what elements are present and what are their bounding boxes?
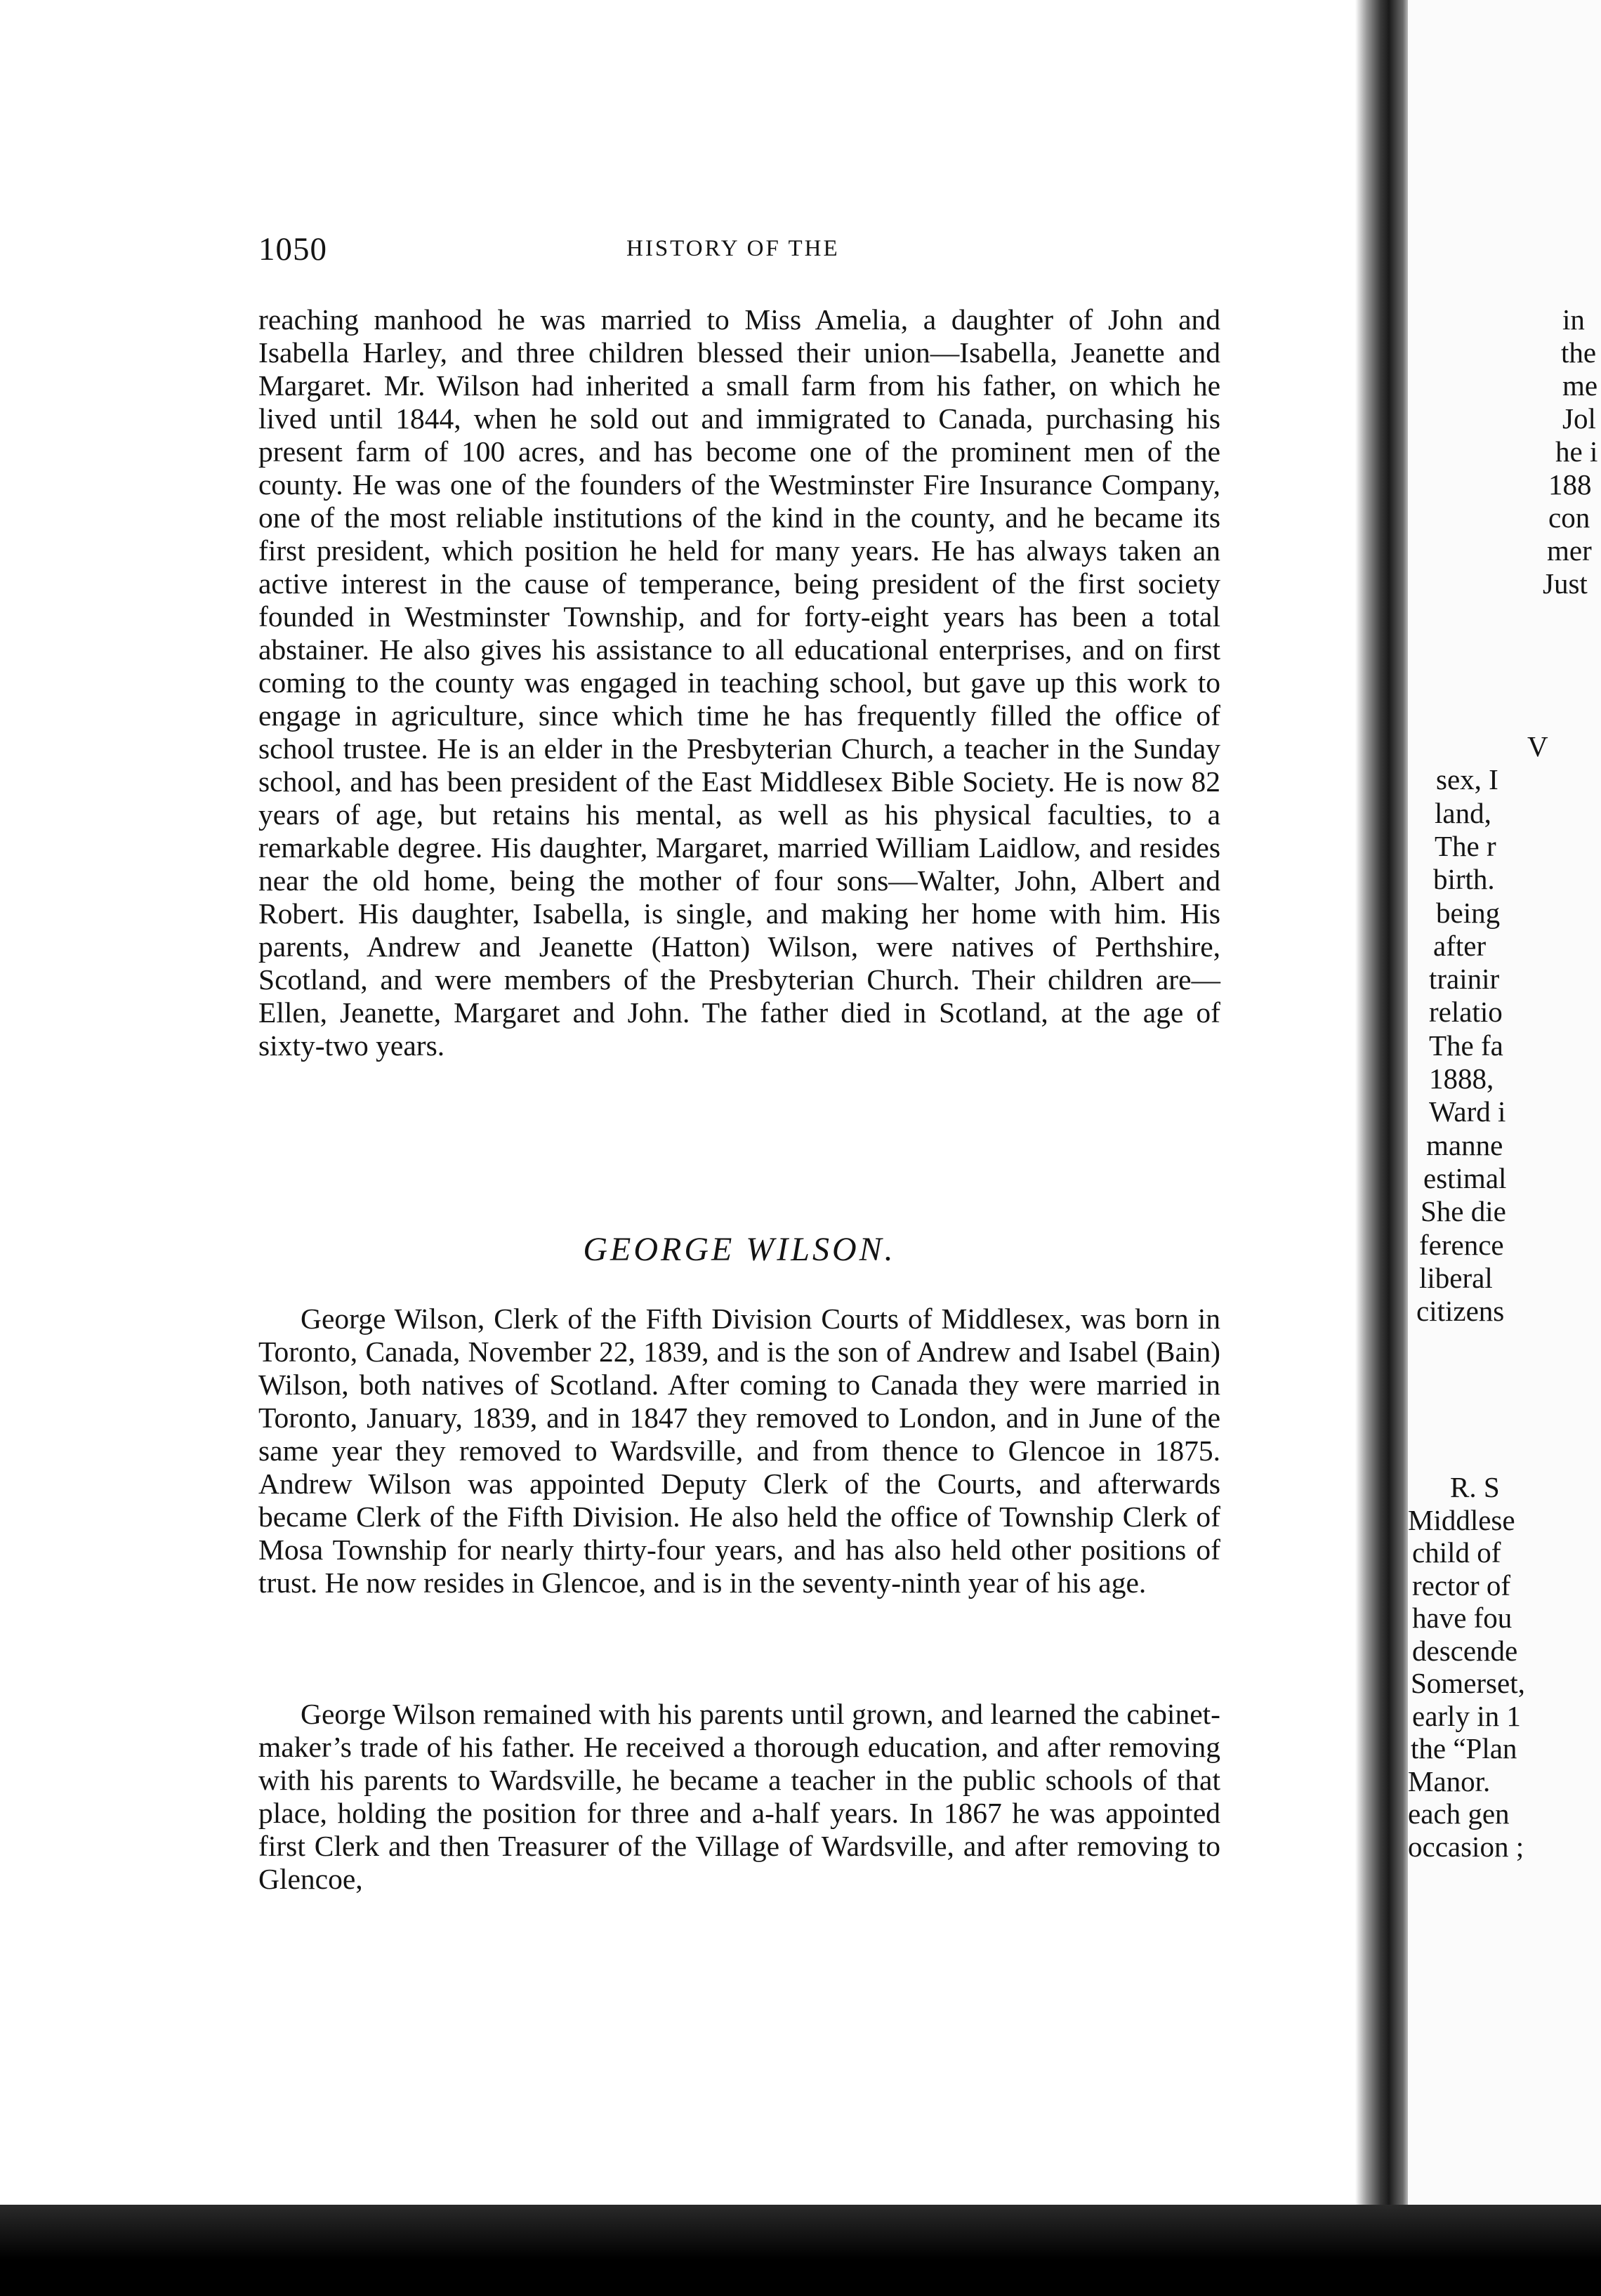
right-page-edge bbox=[1408, 0, 1601, 2205]
right-page-fragment-line: being bbox=[1436, 897, 1501, 929]
book-gutter-shadow bbox=[1355, 0, 1411, 2205]
right-page-fragment-line: 1888, bbox=[1429, 1062, 1494, 1095]
right-page-fragment-line: rector of bbox=[1412, 1569, 1510, 1602]
running-head bbox=[258, 230, 1220, 279]
paragraph-continued: reaching manhood he was married to Miss Amelia, a daughter of John and Isabella Harley, and three children blessed their union—Isabella, Jeanette and Margaret. Mr. Wilson had inherited a small farm from his father, on which he lived until 1844, when he sold out and immigrated to Canada, purchasing his present farm of 100 acres, and has become one of the prominent men of the county. He was one of the founders of the Westminster Fire Insurance Company, one of the most reliable institutions of the kind in the county, and he became its first president, which position he held for many years. He has always taken an active interest in the cause of temperance, being president of the first society founded in Westminster Township, and for forty-eight years has been a total abstainer. He also gives his assistance to all educational enterprises, and on first coming to the county was engaged in teaching school, but gave up this work to engage in agriculture, since which time he has frequently filled the office of school trustee. He is an elder in the Presbyterian Church, a teacher in the Sunday school, and has been president of the East Middlesex Bible Society. He is now 82 years of age, but retains his mental, as well as his physical faculties, to a remarkable degree. His daughter, Margaret, married William Laidlow, and resides near the old home, being the mother of four sons—Walter, John, Albert and Robert. His daughter, Isabella, is single, and making her home with him. His parents, Andrew and Jeanette (Hatton) Wilson, were natives of Perthshire, Scotland, and were members of the Presbyterian Church. Their children are—Ellen, Jeanette, Margaret and John. The father died in Scotland, at the age of sixty-two years. bbox=[258, 303, 1220, 1062]
right-page-fragment-line: trainir bbox=[1429, 963, 1500, 995]
right-page-fragment-line: estimal bbox=[1423, 1162, 1507, 1194]
page-number: 1050 bbox=[258, 231, 327, 268]
right-page-fragment-line: each gen bbox=[1408, 1797, 1510, 1830]
right-page-fragment-line: She die bbox=[1421, 1195, 1506, 1227]
right-page-fragments bbox=[1408, 0, 1601, 2205]
right-page-fragment-line: liberal bbox=[1419, 1262, 1493, 1294]
right-page-fragment-line: Ward i bbox=[1429, 1095, 1506, 1128]
right-page-fragment-line: Middlese bbox=[1408, 1504, 1515, 1536]
right-page-fragment-line: citizens bbox=[1416, 1295, 1505, 1327]
bottom-edge-shadow bbox=[0, 2205, 1601, 2296]
right-page-fragment-line: Somerset, bbox=[1411, 1667, 1525, 1699]
right-page-fragment-line: the bbox=[1561, 336, 1597, 369]
right-page-fragment-line: descende bbox=[1412, 1635, 1518, 1667]
right-page-fragment-line: birth. bbox=[1433, 863, 1495, 895]
right-page-fragment-line: V bbox=[1527, 730, 1548, 763]
right-page-fragment-line: Manor. bbox=[1408, 1765, 1491, 1797]
right-page-fragment-line: ference bbox=[1419, 1229, 1504, 1261]
right-page-fragment-line: child of bbox=[1412, 1536, 1501, 1569]
running-title: HISTORY OF THE bbox=[626, 236, 840, 261]
section-heading: GEORGE WILSON. bbox=[583, 1231, 896, 1268]
paragraph-george-wilson-2: George Wilson remained with his parents until grown, and learned the cabinet-maker’s trade of his father. He received a thorough education, and after removing with his parents to Wardsville, he became a teacher in the public schools of that place, holding the position for three and a-half years. In 1867 he was appointed first Clerk and then Treasurer of the Village of Wardsville, and after removing to Glencoe, bbox=[258, 1698, 1220, 1895]
right-page-fragment-line: occasion ; bbox=[1408, 1830, 1524, 1863]
right-page-fragment-line: manne bbox=[1426, 1129, 1503, 1161]
right-page-fragment-line: relatio bbox=[1429, 996, 1503, 1028]
right-page-fragment-line: mer bbox=[1547, 534, 1592, 567]
right-page-fragment-line: me bbox=[1562, 369, 1598, 402]
right-page-fragment-line: the “Plan bbox=[1411, 1732, 1517, 1764]
right-page-fragment-line: con bbox=[1548, 501, 1590, 534]
right-page-fragment-line: he i bbox=[1555, 435, 1598, 468]
right-page-fragment-line: The fa bbox=[1429, 1029, 1503, 1062]
right-page-fragment-line: The r bbox=[1435, 830, 1496, 862]
right-page-fragment-line: R. S bbox=[1450, 1471, 1500, 1503]
right-page-fragment-line: Jol bbox=[1562, 402, 1596, 435]
paragraph-george-wilson-1: George Wilson, Clerk of the Fifth Division Courts of Middlesex, was born in Toronto, Canada, November 22, 1839, and is the son of Andrew and Isabel (Bain) Wilson, both natives of Scotland. After coming to Canada they were married in Toronto, January, 1839, and in 1847 they removed to London, and in June of the same year they removed to Wardsville, and from thence to Glencoe in 1875. Andrew Wilson was appointed Deputy Clerk of the Courts, and afterwards became Clerk of the Fifth Division. He also held the office of Township Clerk of Mosa Township for nearly thirty-four years, and has also held other positions of trust. He now resides in Glencoe, and is in the seventy-ninth year of his age. bbox=[258, 1302, 1220, 1599]
right-page-fragment-line: have fou bbox=[1412, 1602, 1513, 1634]
right-page-fragment-line: in bbox=[1562, 303, 1585, 336]
right-page-fragment-line: 188 bbox=[1548, 468, 1592, 501]
right-page-fragment-line: early in 1 bbox=[1412, 1700, 1521, 1732]
right-page-fragment-line: sex, I bbox=[1436, 763, 1498, 796]
right-page-fragment-line: after bbox=[1433, 930, 1487, 962]
right-page-fragment-line: Just bbox=[1543, 567, 1588, 600]
right-page-fragment-line: land, bbox=[1435, 797, 1491, 829]
